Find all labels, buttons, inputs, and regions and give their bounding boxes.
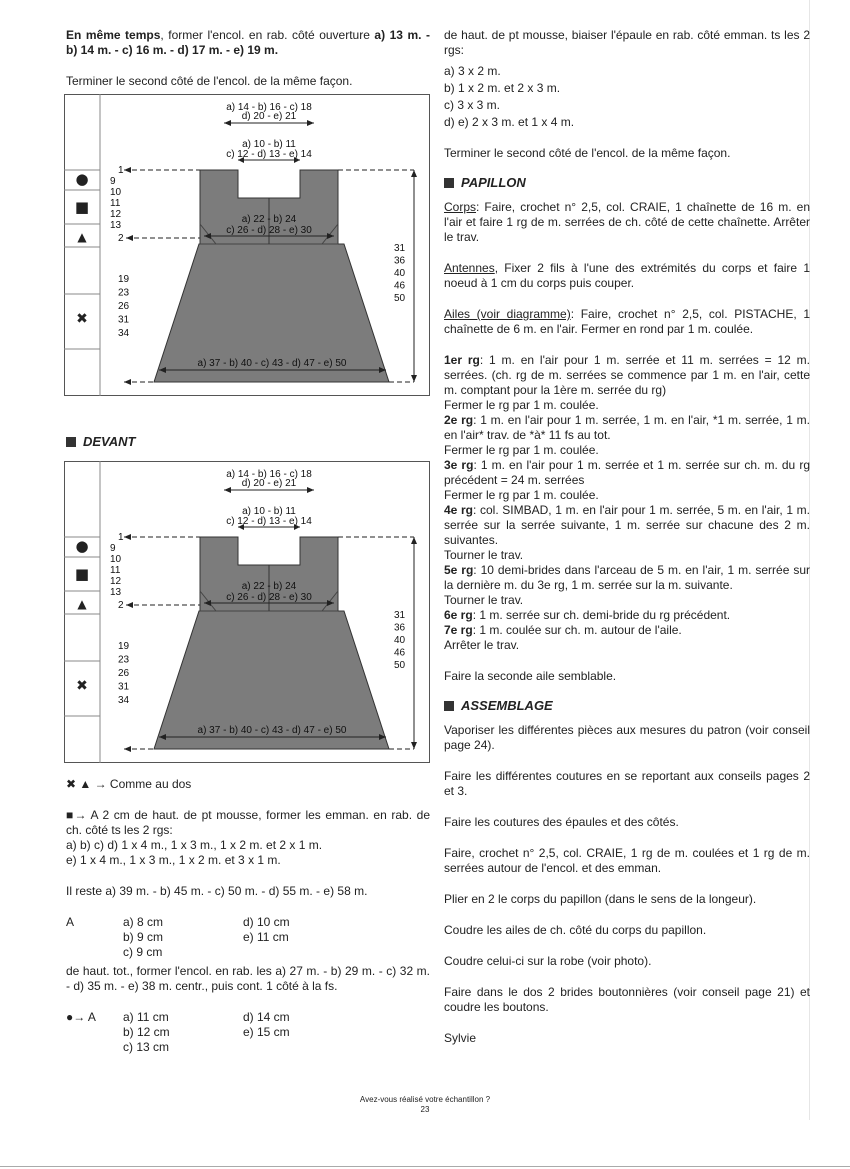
chest-label: a) 22 - b) 24 (241, 214, 297, 225)
total-height-number: 50 (394, 660, 406, 671)
total-height-number: 46 (394, 647, 406, 659)
bullet-square-icon (444, 178, 454, 188)
total-height-number: 40 (394, 635, 406, 646)
devant-diagram (64, 461, 430, 763)
chest-label: a) 22 - b) 24 (241, 581, 297, 592)
row-height-number: 19 (118, 641, 130, 652)
cross-symbol-icon: ✖ (76, 678, 88, 694)
assemblage-6: Coudre les ailes de ch. côté du corps du papillon. (444, 923, 707, 937)
neck-label: a) 10 - b) 11 (242, 139, 296, 150)
left-column-top (66, 28, 430, 95)
garment-schematic (64, 94, 430, 396)
papillon-heading: PAPILLON (444, 175, 810, 190)
rg1-end: Fermer le rg par 1 m. coulée. (444, 398, 599, 412)
neck-label: a) 10 - b) 11 (242, 506, 296, 517)
triangle-symbol-icon: ▲ (77, 230, 87, 244)
cross-symbol-icon: ✖ (76, 311, 88, 327)
rg2-end: Fermer le rg par 1 m. coulée. (444, 443, 599, 457)
right-column (444, 28, 810, 1052)
total-height-number: 31 (394, 243, 406, 254)
rg5: 5e rg: 10 demi-brides dans l'arceau de 5 m. en l'air, 1 m. serrée sur la dernière m. du 3e rg, 1 m. serrée sur la m. suivante. (444, 563, 810, 592)
comme-au-dos: ✖ ▲ → Comme au dos (66, 777, 192, 791)
total-height-number: 50 (394, 293, 406, 304)
row-height-number: 26 (118, 301, 130, 312)
rg3-end: Fermer le rg par 1 m. coulée. (444, 488, 599, 502)
devant-heading: DEVANT (66, 434, 430, 449)
row-height-number: 1 (118, 532, 124, 543)
total-height-number: 46 (394, 280, 406, 292)
height-table-1: A a) 8 cm d) 10 cm b) 9 cm e) 11 cm c) 9 cm (66, 915, 290, 959)
width-label-top: a) 14 - b) 16 - c) 18 (226, 469, 312, 480)
assemblage-1: Vaporiser les différentes pièces aux mesures du patron (voir conseil page 24). (444, 723, 810, 752)
emman-abcd: a) b) c) d) 1 x 4 m., 1 x 3 m., 1 x 2 m. et 2 x 1 m. (66, 838, 323, 852)
row-height-number: 31 (118, 314, 130, 326)
circle-symbol-icon: ● (75, 537, 89, 555)
width-label-top-2: d) 20 - e) 21 (241, 478, 297, 489)
devant-section (66, 420, 430, 459)
rg7: 7e rg: 1 m. coulée sur ch. m. autour de l'aile. (444, 623, 682, 637)
rg4-end: Tourner le trav. (444, 548, 524, 562)
total-height-number: 40 (394, 268, 406, 279)
square-symbol-icon: ■ (74, 565, 90, 583)
assemblage-2: Faire les différentes coutures en se reportant aux conseils pages 2 et 3. (444, 769, 810, 798)
epaule-b: b) 1 x 2 m. et 2 x 3 m. (444, 81, 561, 95)
row-height-number: 31 (118, 681, 130, 693)
total-height-number: 31 (394, 610, 406, 621)
row-height-number: 23 (118, 287, 130, 299)
bottom-rule (0, 1166, 850, 1167)
signature-text: Sylvie (444, 1031, 477, 1045)
assemblage-8: Faire dans le dos 2 brides boutonnières (voir conseil page 21) et coudre les boutons. (444, 985, 810, 1014)
left-column-bottom (66, 777, 430, 1059)
width-label-top-2: d) 20 - e) 21 (241, 111, 297, 122)
terminer-right: Terminer le second côté de l'encol. de la même façon. (444, 146, 731, 160)
row-height-number: 34 (118, 328, 130, 339)
epaule-intro: de haut. de pt mousse, biaiser l'épaule en rab. côté emman. ts les 2 rgs: (444, 28, 810, 57)
antennes-paragraph: Antennes, Fixer 2 fils à l'une des extrémités du corps et faire 1 noeud à 1 cm du corps puis couper. (444, 261, 810, 290)
emman-e: e) 1 x 4 m., 1 x 3 m., 1 x 2 m. et 3 x 1 m. (66, 853, 281, 867)
ailes-paragraph: Ailes (voir diagramme): Faire, crochet n° 2,5, col. PISTACHE, 1 chaînette de 6 m. en l'air. Fermer en rond par 1 m. coulée. (444, 307, 811, 336)
row-height-number: 10 (110, 187, 122, 198)
total-height-number: 36 (394, 622, 406, 634)
chest-label-2: c) 26 - d) 28 - e) 30 (226, 225, 312, 236)
circle-symbol-icon: ● (75, 170, 89, 188)
epaule-c: c) 3 x 3 m. (444, 98, 501, 112)
row-height-number: 26 (118, 668, 130, 679)
rg7-end: Arrêter le trav. (444, 638, 520, 652)
row-height-number: 2 (118, 233, 124, 244)
height-table-2: ●→ A a) 11 cm d) 14 cm b) 12 cm e) 15 cm c) 13 cm (66, 1010, 290, 1054)
epaule-de: d) e) 2 x 3 m. et 1 x 4 m. (444, 115, 575, 129)
garment-schematic (64, 461, 430, 763)
row-height-number: 9 (110, 176, 116, 187)
rg2: 2e rg: 1 m. en l'air pour 1 m. serrée, 1 m. en l'air, *1 m. serrée, 1 m. en l'air* trav. de *à* 11 fs au tot. (444, 413, 810, 442)
rg3: 3e rg: 1 m. en l'air pour 1 m. serrée et 1 m. serrée sur ch. m. du rg précédent = 24 m. serrées (444, 458, 810, 487)
row-height-number: 11 (110, 565, 121, 576)
rg5-end: Tourner le trav. (444, 593, 524, 607)
bullet-square-icon (66, 437, 76, 447)
reste-paragraph: Il reste a) 39 m. - b) 45 m. - c) 50 m. - d) 55 m. - e) 58 m. (66, 884, 368, 898)
square-symbol-icon: ■ (74, 198, 90, 216)
assemblage-3: Faire les coutures des épaules et des côtés. (444, 815, 679, 829)
epaule-a: a) 3 x 2 m. (444, 64, 501, 78)
row-height-number: 13 (110, 220, 122, 231)
page-number: 23 (420, 1105, 430, 1114)
row-height-number: 1 (118, 165, 124, 176)
corps-paragraph: Corps: Faire, crochet n° 2,5, col. CRAIE, 1 chaînette de 16 m. en l'air et faire 1 rg de m. serrées de ch. côté de cette chaînette. Arrêter le trav. (444, 200, 810, 244)
row-height-number: 12 (110, 576, 122, 587)
row-height-number: 2 (118, 600, 124, 611)
encolure-devant: de haut. tot., former l'encol. en rab. les a) 27 m. - b) 29 m. - c) 32 m. - d) 35 m. - e) 38 m. centr., puis cont. 1 côté à la fs. (66, 964, 430, 993)
row-height-number: 34 (118, 695, 130, 706)
assemblage-5: Plier en 2 le corps du papillon (dans le sens de la longeur). (444, 892, 757, 906)
neck-label-2: c) 12 - d) 13 - e) 14 (226, 516, 312, 527)
total-height-number: 36 (394, 255, 406, 267)
row-height-number: 19 (118, 274, 130, 285)
row-height-number: 12 (110, 209, 122, 220)
encolure-paragraph: En même temps, former l'encol. en rab. côté ouverture a) 13 m. - b) 14 m. - c) 16 m. - d) 17 m. - e) 19 m. (66, 28, 430, 57)
terminer-paragraph: Terminer le second côté de l'encol. de la même façon. (66, 74, 353, 88)
width-label-top: a) 14 - b) 16 - c) 18 (226, 102, 312, 113)
assemblage-heading: ASSEMBLAGE (444, 698, 810, 713)
seconde-aile: Faire la seconde aile semblable. (444, 669, 617, 683)
assemblage-4: Faire, crochet n° 2,5, col. CRAIE, 1 rg de m. coulées et 1 rg de m. serrées autour de l'encol. et des emman. (444, 846, 810, 875)
dos-diagram (64, 94, 430, 396)
row-height-number: 23 (118, 654, 130, 666)
hem-width-label: a) 37 - b) 40 - c) 43 - d) 47 - e) 50 (197, 725, 347, 736)
row-height-number: 13 (110, 587, 122, 598)
row-height-number: 11 (110, 198, 121, 209)
footer-question: Avez-vous réalisé votre échantillon ? (359, 1095, 491, 1104)
neck-label-2: c) 12 - d) 13 - e) 14 (226, 149, 312, 160)
rg6: 6e rg: 1 m. serrée sur ch. demi-bride du rg précédent. (444, 608, 731, 622)
assemblage-7: Coudre celui-ci sur la robe (voir photo). (444, 954, 652, 968)
hem-width-label: a) 37 - b) 40 - c) 43 - d) 47 - e) 50 (197, 358, 347, 369)
rg4: 4e rg: col. SIMBAD, 1 m. en l'air pour 1 m. serrée, 5 m. en l'air, 1 m. serrée sur la serrée suivante, 1 m. serrée sur chacune des 2 m. suivantes. (444, 503, 810, 547)
rg1: 1er rg: 1 m. en l'air pour 1 m. serrée et 11 m. serrées = 12 m. serrées. (ch. rg de m. serrées se commence par 1 m. en l'air, cette m. comptant pour la 1ère m. serrée du rg) (444, 353, 810, 397)
emmanchure-paragraph: ■→ A 2 cm de haut. de pt mousse, former les emman. en rab. de ch. côté ts les 2 rgs: (66, 808, 430, 837)
chest-label-2: c) 26 - d) 28 - e) 30 (226, 592, 312, 603)
row-height-number: 10 (110, 554, 122, 565)
triangle-symbol-icon: ▲ (77, 597, 87, 611)
footer (0, 1095, 850, 1115)
bullet-square-icon (444, 701, 454, 711)
row-height-number: 9 (110, 543, 116, 554)
